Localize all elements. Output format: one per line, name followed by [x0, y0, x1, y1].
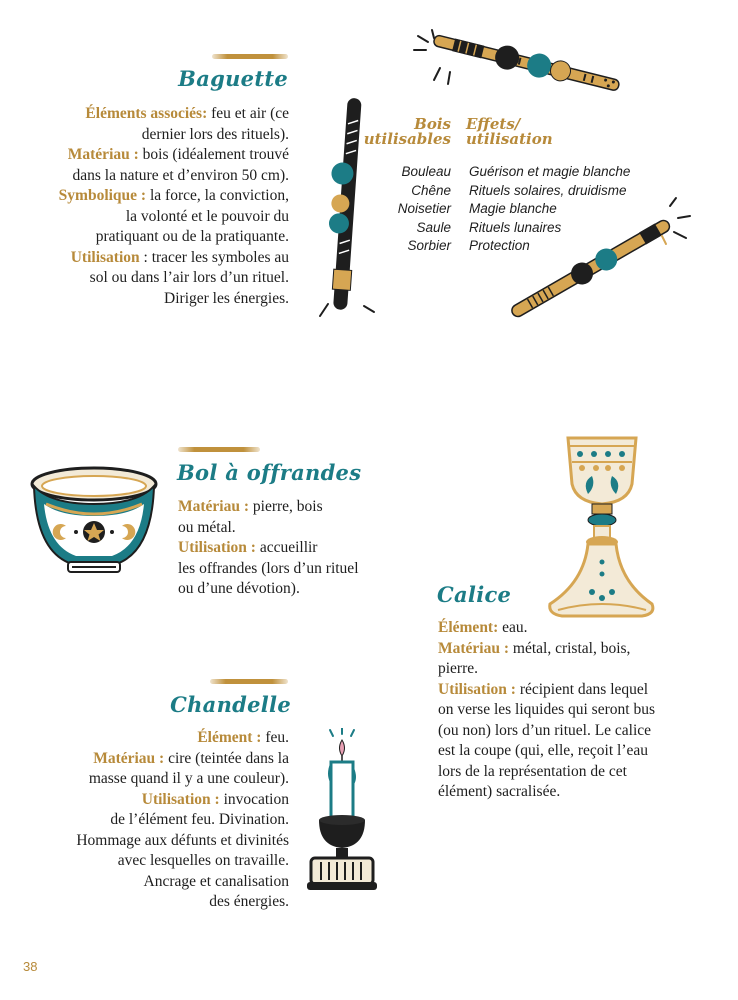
text-line: Élément: eau.	[438, 619, 528, 636]
table-cell: Rituels lunaires	[469, 219, 562, 235]
text-line: Élément : feu.	[197, 729, 289, 746]
table-cell: Rituels solaires, druidisme	[469, 182, 627, 198]
bol-brush-stroke	[178, 447, 260, 452]
table-cell: Noisetier	[397, 201, 451, 216]
text-line: Utilisation : tracer les symboles au	[70, 248, 289, 266]
text-line: la volonté et le pouvoir du	[125, 207, 289, 225]
chandelle-brush-stroke	[210, 679, 288, 684]
text-line: des énergies.	[209, 893, 289, 910]
table-cell: Bouleau	[401, 164, 451, 179]
text-line: Matériau : métal, cristal, bois,	[438, 639, 631, 657]
table-cell: Protection	[469, 238, 530, 253]
text-line: ou métal.	[178, 518, 236, 536]
table-cell: Sorbier	[407, 238, 451, 253]
text-line: Éléments associés: feu et air (ce	[85, 105, 289, 122]
page-number: 38	[23, 959, 38, 974]
text-line: pratiquant ou de la pratiquante.	[95, 228, 289, 245]
bol-text	[178, 497, 378, 600]
text-line: lors de la représentation de cet	[438, 762, 627, 780]
table-cell: Saule	[416, 219, 451, 235]
table-cell: Chêne	[411, 182, 451, 198]
text-line: Matériau : cire (teintée dans la	[93, 749, 289, 767]
text-line: on verse les liquides qui seront bus	[438, 701, 655, 718]
text-line: Matériau : bois (idéalement trouvé	[67, 146, 289, 163]
text-line: Utilisation : invocation	[141, 790, 289, 808]
baguette-text	[29, 104, 289, 309]
text-line: masse quand il y a une couleur).	[88, 770, 289, 787]
baguette-brush-stroke	[212, 54, 288, 59]
text-line: les offrandes (lors d’un rituel	[178, 559, 359, 577]
text-line: sol ou dans l’air lors d’un rituel.	[89, 269, 289, 286]
table-header-right: Effets/ utilisation	[466, 115, 553, 148]
table-header-left: Bois utilisables	[363, 115, 451, 148]
text-line: Utilisation : accueillir	[178, 539, 318, 556]
bol-title: Bol à offrandes	[177, 460, 362, 485]
text-line: Ancrage et canalisation	[143, 872, 289, 890]
baguette-title: Baguette	[178, 66, 288, 91]
chalice-icon	[540, 432, 662, 622]
calice-title: Calice	[437, 582, 512, 607]
chandelle-title: Chandelle	[170, 692, 291, 717]
text-line: (ou non) lors d’un rituel. Le calice	[438, 721, 652, 739]
text-line: pierre.	[438, 660, 479, 677]
text-line: dernier lors des rituels).	[141, 125, 289, 143]
text-line: Utilisation : récipient dans lequel	[438, 680, 649, 698]
text-line: dans la nature et d’environ 50 cm).	[72, 166, 289, 184]
text-line: Hommage aux défunts et divinités	[76, 831, 289, 849]
text-line: Symbolique : la force, la conviction,	[58, 187, 289, 204]
table-column-effects	[469, 163, 630, 256]
text-line: est la coupe (qui, elle, reçoit l’eau	[438, 742, 649, 759]
table-cell: Guérison et magie blanche	[469, 164, 631, 179]
text-line: Matériau : pierre, bois	[178, 498, 323, 515]
text-line: de l’élément feu. Divination.	[110, 811, 289, 828]
table-cell: Magie blanche	[469, 201, 557, 216]
wand-icon	[410, 28, 630, 103]
text-line: avec lesquelles on travaille.	[117, 852, 289, 869]
table-column-woods	[398, 163, 451, 256]
text-line: élément) sacralisée.	[438, 783, 561, 800]
pentacle-icon	[83, 521, 105, 543]
candle-icon	[303, 728, 381, 894]
text-line: Diriger les énergies.	[164, 289, 289, 307]
calice-text	[438, 618, 698, 803]
chandelle-text	[19, 728, 289, 913]
text-line: ou d’une dévotion).	[178, 580, 300, 597]
bowl-icon	[28, 464, 160, 580]
